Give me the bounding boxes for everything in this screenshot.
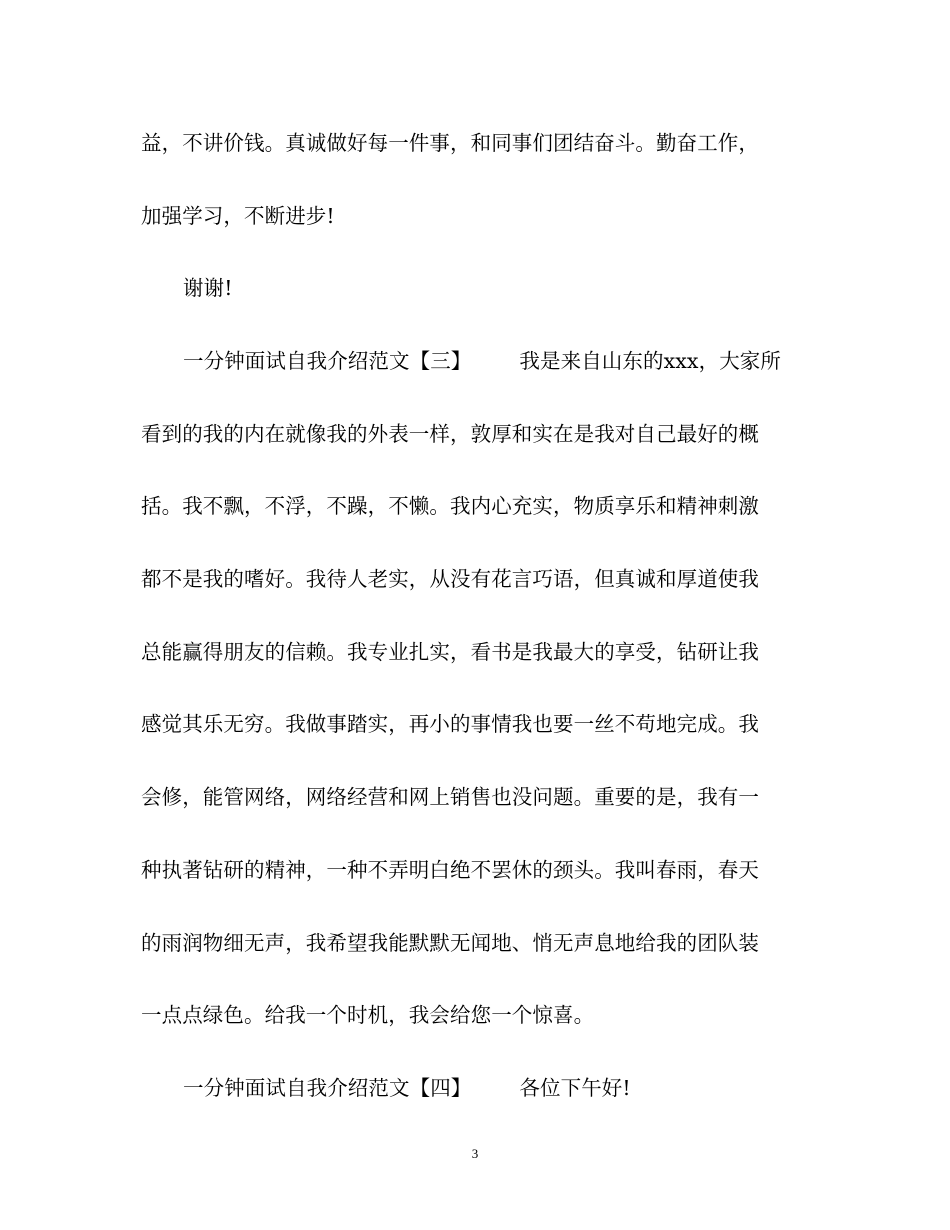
text-line: 谢谢! bbox=[183, 276, 233, 300]
section-heading-line bbox=[183, 349, 781, 373]
page-number: 3 bbox=[471, 1146, 479, 1161]
section-heading-line bbox=[183, 1076, 631, 1100]
text-line: 会修，能管网络，网络经营和网上销售也没问题。重要的是，我有一 bbox=[141, 785, 759, 809]
section-heading: 一分钟面试自我介绍范文【四】 bbox=[183, 1076, 472, 1100]
text-line: 加强学习，不断进步! bbox=[141, 204, 335, 228]
text-line: 益，不讲价钱。真诚做好每一件事，和同事们团结奋斗。勤奋工作， bbox=[141, 131, 759, 155]
text-line: 种执著钻研的精神，一种不弄明白绝不罢休的颈头。我叫春雨，春天 bbox=[141, 858, 759, 882]
section-text: 各位下午好! bbox=[519, 1076, 631, 1100]
text-line: 的雨润物细无声，我希望我能默默无闻地、悄无声息地给我的团队装 bbox=[141, 931, 759, 955]
text-line: 看到的我的内在就像我的外表一样，敦厚和实在是我对自己最好的概 bbox=[141, 422, 759, 446]
text-line: 总能赢得朋友的信赖。我专业扎实，看书是我最大的享受，钻研让我 bbox=[141, 640, 759, 664]
text-line: 感觉其乐无穷。我做事踏实，再小的事情我也要一丝不苟地完成。我 bbox=[141, 712, 759, 736]
text-line: 都不是我的嗜好。我待人老实，从没有花言巧语，但真诚和厚道使我 bbox=[141, 567, 759, 591]
text-line: 括。我不飘，不浮，不躁，不懒。我内心充实，物质享乐和精神刺激 bbox=[141, 494, 759, 518]
text-line: 一点点绿色。给我一个时机，我会给您一个惊喜。 bbox=[141, 1003, 595, 1027]
section-heading: 一分钟面试自我介绍范文【三】 bbox=[183, 349, 472, 373]
section-text: 我是来自山东的xxx，大家所 bbox=[519, 349, 781, 373]
